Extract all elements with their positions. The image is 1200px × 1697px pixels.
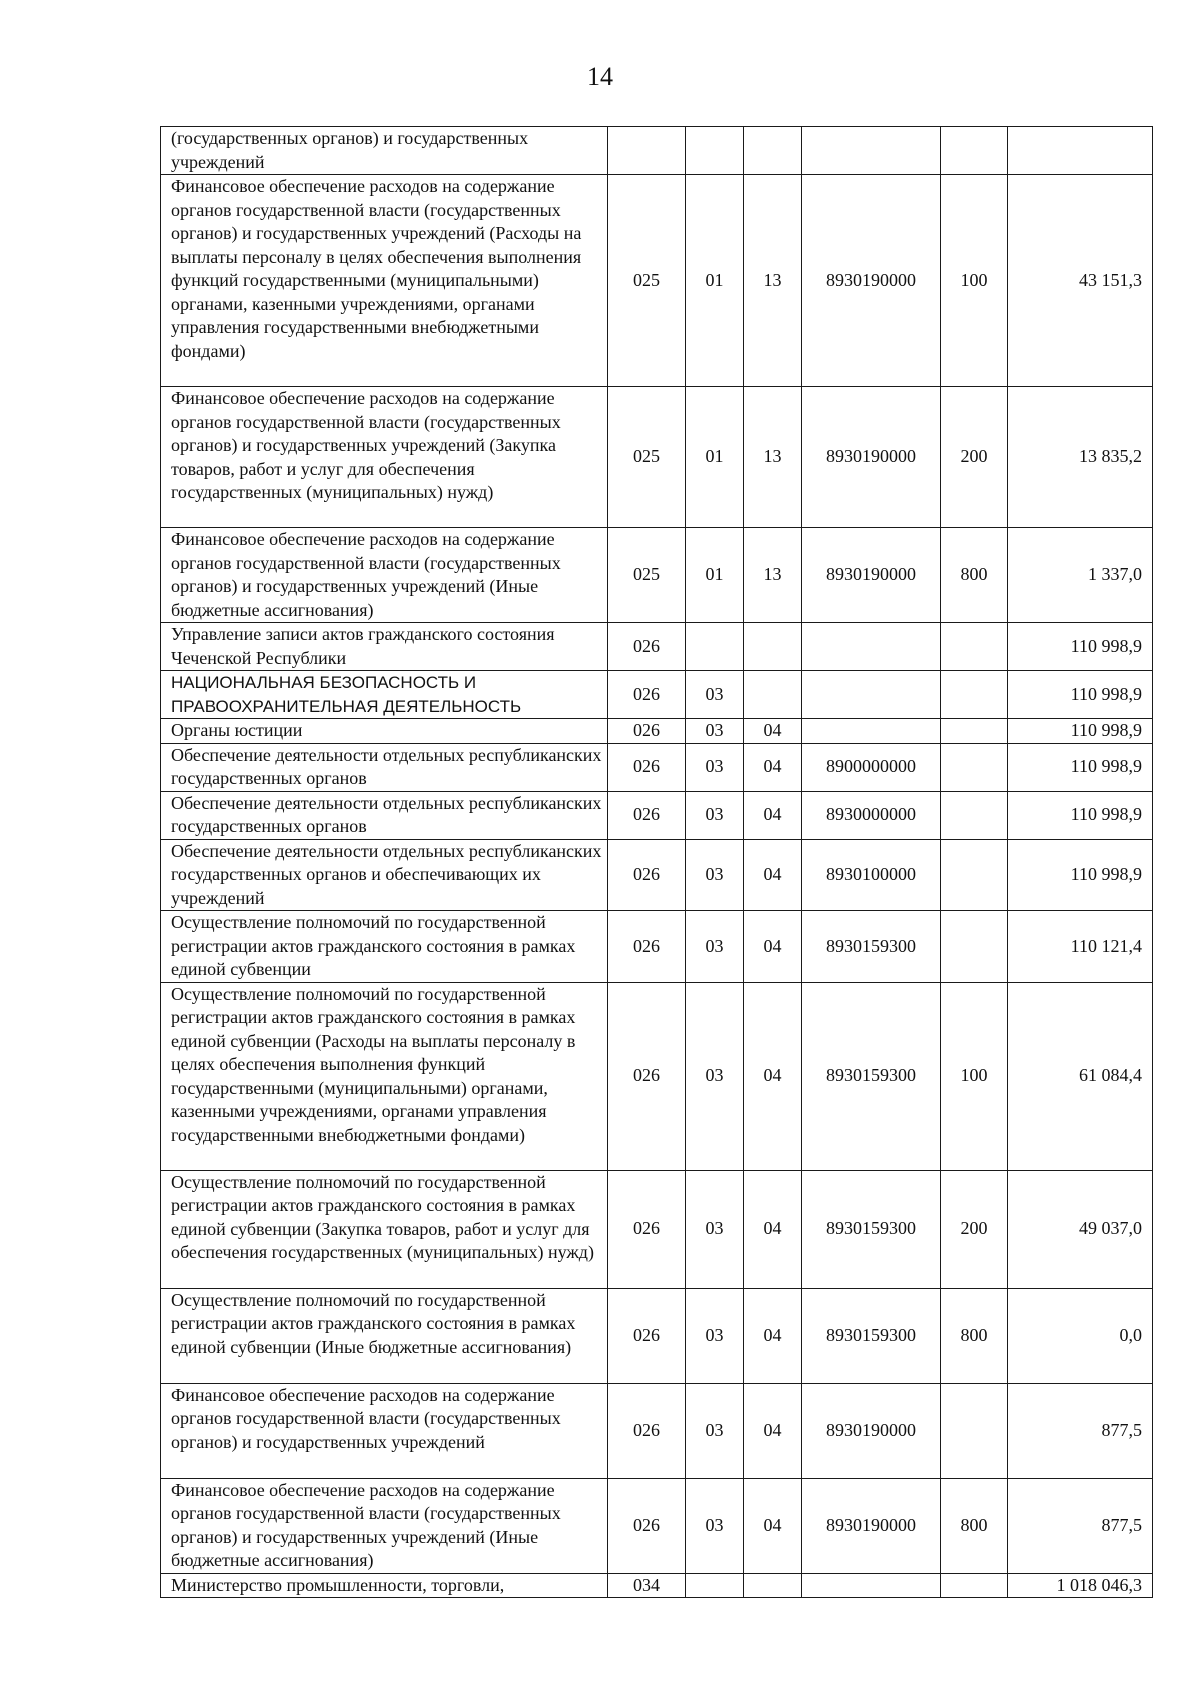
name-cell: Финансовое обеспечение расходов на содержание органов государственной власти (государственных органов) и государственных учреждений (Иные бюджетные ассигнования)	[161, 1478, 608, 1573]
sum-cell: 110 121,4	[1008, 911, 1153, 983]
vr-cell	[941, 911, 1008, 983]
vr-cell: 200	[941, 1170, 1008, 1288]
vr-cell: 100	[941, 175, 1008, 387]
sum-cell: 110 998,9	[1008, 671, 1153, 719]
sum-cell: 1 337,0	[1008, 528, 1153, 623]
name-cell: Осуществление полномочий по государственной регистрации актов гражданского состояния в рамках единой субвенции (Расходы на выплаты персоналу в целях обеспечения выполнения функций государственными (муниципальными) органами, казенными учреждениями, органами управления государственными внебюджетными фондами)	[161, 982, 608, 1170]
ved-cell: 026	[608, 911, 686, 983]
csr-cell: 8930159300	[802, 1170, 941, 1288]
ved-cell: 026	[608, 1478, 686, 1573]
ved-cell: 026	[608, 719, 686, 744]
pr-cell: 13	[744, 175, 802, 387]
rz-cell: 03	[686, 839, 744, 911]
csr-cell: 8930190000	[802, 528, 941, 623]
sum-cell: 1 018 046,3	[1008, 1573, 1153, 1598]
name-cell: Обеспечение деятельности отдельных республиканских государственных органов и обеспечивающих их учреждений	[161, 839, 608, 911]
csr-cell: 8900000000	[802, 743, 941, 791]
sum-cell: 877,5	[1008, 1383, 1153, 1478]
ved-cell: 025	[608, 528, 686, 623]
vr-cell: 100	[941, 982, 1008, 1170]
vr-cell	[941, 671, 1008, 719]
ved-cell: 026	[608, 791, 686, 839]
rz-cell: 03	[686, 1383, 744, 1478]
sum-cell: 43 151,3	[1008, 175, 1153, 387]
sum-cell: 110 998,9	[1008, 719, 1153, 744]
csr-cell	[802, 671, 941, 719]
vr-cell	[941, 719, 1008, 744]
name-cell: НАЦИОНАЛЬНАЯ БЕЗОПАСНОСТЬ И ПРАВООХРАНИТЕЛЬНАЯ ДЕЯТЕЛЬНОСТЬ	[161, 671, 608, 719]
vr-cell: 800	[941, 1288, 1008, 1383]
csr-cell: 8930159300	[802, 982, 941, 1170]
vr-cell	[941, 839, 1008, 911]
pr-cell: 13	[744, 528, 802, 623]
table-row	[161, 1573, 1153, 1598]
csr-cell: 8930190000	[802, 175, 941, 387]
ved-cell: 026	[608, 1170, 686, 1288]
table-row	[161, 387, 1153, 528]
rz-cell: 03	[686, 791, 744, 839]
ved-cell	[608, 127, 686, 175]
ved-cell: 026	[608, 1383, 686, 1478]
table-row	[161, 623, 1153, 671]
vr-cell: 200	[941, 387, 1008, 528]
budget-table-body	[161, 127, 1153, 1598]
rz-cell: 03	[686, 743, 744, 791]
name-cell: Финансовое обеспечение расходов на содержание органов государственной власти (государственных органов) и государственных учреждений	[161, 1383, 608, 1478]
pr-cell: 13	[744, 387, 802, 528]
csr-cell: 8930000000	[802, 791, 941, 839]
pr-cell: 04	[744, 839, 802, 911]
name-cell: Управление записи актов гражданского состояния Чеченской Республики	[161, 623, 608, 671]
name-cell: Осуществление полномочий по государственной регистрации актов гражданского состояния в рамках единой субвенции (Закупка товаров, работ и услуг для обеспечения государственных (муниципальных) нужд)	[161, 1170, 608, 1288]
sum-cell: 110 998,9	[1008, 839, 1153, 911]
vr-cell	[941, 791, 1008, 839]
vr-cell	[941, 1573, 1008, 1598]
vr-cell	[941, 623, 1008, 671]
csr-cell	[802, 623, 941, 671]
pr-cell: 04	[744, 791, 802, 839]
name-cell: Органы юстиции	[161, 719, 608, 744]
table-row	[161, 1383, 1153, 1478]
sum-cell: 110 998,9	[1008, 623, 1153, 671]
csr-cell: 8930159300	[802, 1288, 941, 1383]
name-cell: Осуществление полномочий по государственной регистрации актов гражданского состояния в рамках единой субвенции (Иные бюджетные ассигнования)	[161, 1288, 608, 1383]
csr-cell: 8930190000	[802, 387, 941, 528]
table-row	[161, 839, 1153, 911]
pr-cell: 04	[744, 743, 802, 791]
sum-cell: 110 998,9	[1008, 791, 1153, 839]
ved-cell: 026	[608, 671, 686, 719]
pr-cell: 04	[744, 719, 802, 744]
sum-cell: 61 084,4	[1008, 982, 1153, 1170]
csr-cell: 8930100000	[802, 839, 941, 911]
pr-cell	[744, 671, 802, 719]
table-row	[161, 911, 1153, 983]
pr-cell	[744, 623, 802, 671]
sum-cell: 49 037,0	[1008, 1170, 1153, 1288]
pr-cell	[744, 1573, 802, 1598]
name-cell: (государственных органов) и государственных учреждений	[161, 127, 608, 175]
rz-cell: 03	[686, 1288, 744, 1383]
name-cell: Министерство промышленности, торговли,	[161, 1573, 608, 1598]
ved-cell: 026	[608, 839, 686, 911]
csr-cell: 8930159300	[802, 911, 941, 983]
ved-cell: 026	[608, 623, 686, 671]
name-cell: Финансовое обеспечение расходов на содержание органов государственной власти (государственных органов) и государственных учреждений (Расходы на выплаты персоналу в целях обеспечения выполнения функций государственными (муниципальными) органами, казенными учреждениями, органами управления государственными внебюджетными фондами)	[161, 175, 608, 387]
vr-cell	[941, 127, 1008, 175]
rz-cell	[686, 127, 744, 175]
vr-cell	[941, 1383, 1008, 1478]
sum-cell: 877,5	[1008, 1478, 1153, 1573]
name-cell: Осуществление полномочий по государственной регистрации актов гражданского состояния в рамках единой субвенции	[161, 911, 608, 983]
page-number: 14	[587, 62, 613, 91]
vr-cell	[941, 743, 1008, 791]
rz-cell: 03	[686, 982, 744, 1170]
ved-cell: 026	[608, 1288, 686, 1383]
rz-cell	[686, 623, 744, 671]
pr-cell: 04	[744, 1383, 802, 1478]
rz-cell: 03	[686, 671, 744, 719]
ved-cell: 026	[608, 743, 686, 791]
pr-cell: 04	[744, 911, 802, 983]
ved-cell: 025	[608, 175, 686, 387]
csr-cell: 8930190000	[802, 1383, 941, 1478]
rz-cell: 01	[686, 175, 744, 387]
sum-cell: 13 835,2	[1008, 387, 1153, 528]
vr-cell: 800	[941, 1478, 1008, 1573]
rz-cell: 03	[686, 1478, 744, 1573]
pr-cell: 04	[744, 1288, 802, 1383]
rz-cell: 03	[686, 1170, 744, 1288]
ved-cell: 026	[608, 982, 686, 1170]
name-cell: Обеспечение деятельности отдельных республиканских государственных органов	[161, 791, 608, 839]
rz-cell: 01	[686, 387, 744, 528]
table-row	[161, 671, 1153, 719]
table-row	[161, 1170, 1153, 1288]
csr-cell	[802, 1573, 941, 1598]
ved-cell: 034	[608, 1573, 686, 1598]
table-row	[161, 1478, 1153, 1573]
rz-cell: 03	[686, 911, 744, 983]
ved-cell: 025	[608, 387, 686, 528]
budget-table	[160, 126, 1153, 1598]
sum-cell: 110 998,9	[1008, 743, 1153, 791]
name-cell: Финансовое обеспечение расходов на содержание органов государственной власти (государственных органов) и государственных учреждений (Иные бюджетные ассигнования)	[161, 528, 608, 623]
name-cell: Обеспечение деятельности отдельных республиканских государственных органов	[161, 743, 608, 791]
table-row	[161, 528, 1153, 623]
csr-cell: 8930190000	[802, 1478, 941, 1573]
csr-cell	[802, 719, 941, 744]
sum-cell: 0,0	[1008, 1288, 1153, 1383]
rz-cell: 03	[686, 719, 744, 744]
table-row	[161, 791, 1153, 839]
sum-cell	[1008, 127, 1153, 175]
vr-cell: 800	[941, 528, 1008, 623]
pr-cell: 04	[744, 982, 802, 1170]
name-cell: Финансовое обеспечение расходов на содержание органов государственной власти (государственных органов) и государственных учреждений (Закупка товаров, работ и услуг для обеспечения государственных (муниципальных) нужд)	[161, 387, 608, 528]
table-row	[161, 175, 1153, 387]
pr-cell: 04	[744, 1478, 802, 1573]
rz-cell	[686, 1573, 744, 1598]
table-row	[161, 127, 1153, 175]
table-row	[161, 743, 1153, 791]
pr-cell	[744, 127, 802, 175]
csr-cell	[802, 127, 941, 175]
table-row	[161, 719, 1153, 744]
pr-cell: 04	[744, 1170, 802, 1288]
table-row	[161, 1288, 1153, 1383]
table-row	[161, 982, 1153, 1170]
rz-cell: 01	[686, 528, 744, 623]
